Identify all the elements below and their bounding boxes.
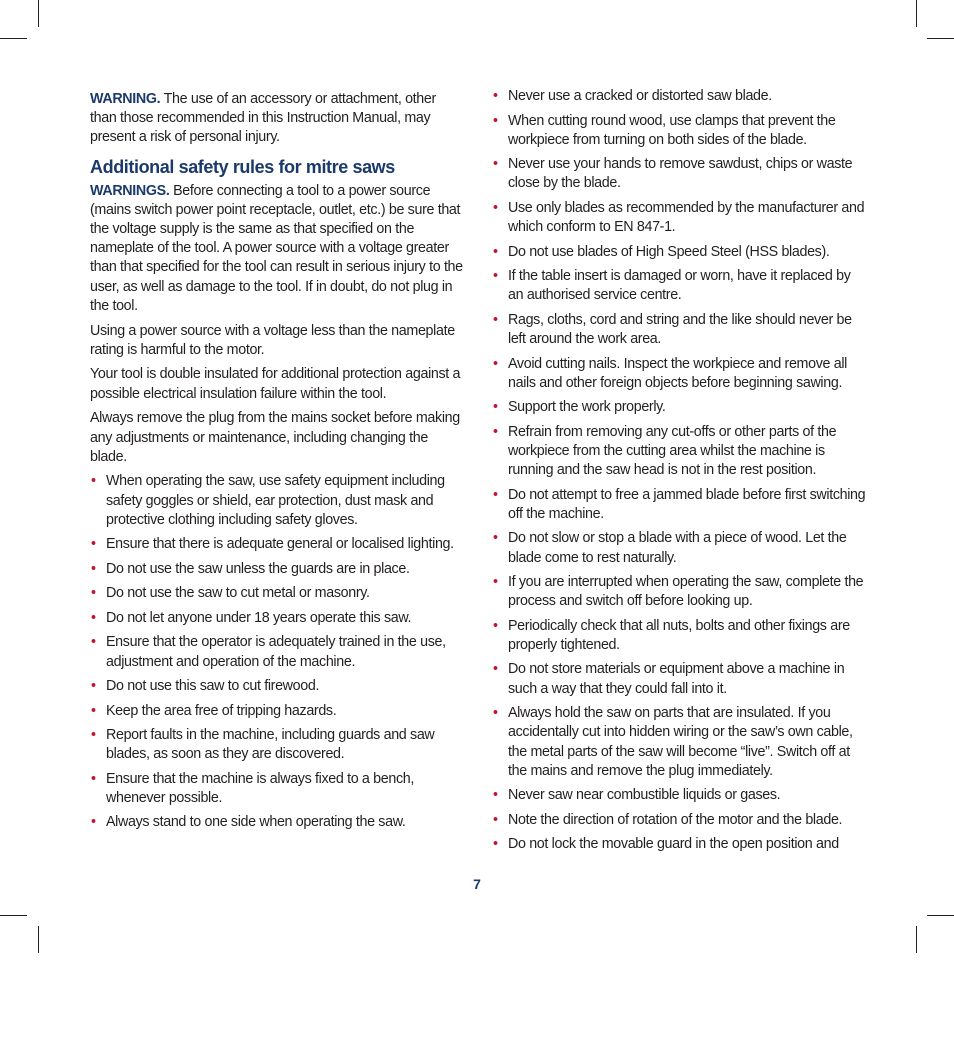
bullet-text: When cutting round wood, use clamps that prevent the workpiece from turning on both sides of the blade. [508,112,836,148]
bullet-text: Never use your hands to remove sawdust, chips or waste close by the blade. [508,156,853,192]
crop-mark [916,0,917,27]
bullet-item [492,835,866,854]
bullet-item [492,199,866,237]
crop-mark [916,926,917,953]
bullet-item [492,112,866,150]
crop-mark [38,0,39,27]
bullet-icon: • [91,536,96,553]
paragraph: Always remove the plug from the mains socket before making any adjustments or maintenance, including changing the blade. [90,410,460,465]
paragraph: Your tool is double insulated for additional protection against a possible electrical insulation failure within the tool. [90,366,461,402]
bullet-icon: • [493,787,498,804]
bullet-item [90,726,464,764]
right-column [492,87,866,860]
bullet-icon: • [91,678,96,695]
bullet-item [90,702,464,721]
bullet-text: Do not lock the movable guard in the open position and [508,836,839,853]
bullet-item [90,560,464,579]
bullet-item [90,770,464,808]
bullet-text: Do not use the saw to cut metal or masonry. [106,585,370,602]
bullet-icon: • [91,473,96,490]
bullet-item [492,660,866,698]
bullet-icon: • [91,585,96,602]
bullet-text: Ensure that the machine is always fixed to a bench, whenever possible. [106,770,414,806]
bullet-item [90,584,464,603]
bullet-text: Support the work properly. [508,399,666,416]
bullet-text: Never use a cracked or distorted saw blade. [508,88,772,104]
bullet-item [492,529,866,567]
crop-mark [927,38,954,39]
bullet-icon: • [493,530,498,547]
bullet-text: Do not use the saw unless the guards are in place. [106,560,410,577]
bullet-item [492,786,866,805]
warnings-text: Before connecting a tool to a power source (mains switch power point receptacle, outlet, etc.) be sure that the voltage supply is the same as that specified on the nameplate of the tool. A power source with a voltage greater than that specified for the tool can result in serious injury to the user, as well as damage to the tool. If in doubt, do not plug in the tool. [90,182,463,314]
bullet-text: Do not slow or stop a blade with a piece of wood. Let the blade come to rest naturally. [508,530,847,566]
bullet-text: Never saw near combustible liquids or gases. [508,787,781,804]
warnings-paragraph [90,182,464,316]
bullet-icon: • [493,311,498,328]
crop-mark [0,38,27,39]
left-column [90,90,464,838]
warning-label: WARNING. [90,91,161,107]
bullet-item [492,486,866,524]
warning-text: The use of an accessory or attachment, other than those recommended in this Instruction Manual, may present a risk of personal injury. [90,91,436,146]
bullet-icon: • [91,702,96,719]
bullet-icon: • [91,727,96,744]
bullet-item [90,633,464,671]
bullet-text: Do not attempt to free a jammed blade before first switching off the machine. [508,486,866,522]
bullet-item [492,617,866,655]
bullet-icon: • [91,609,96,626]
bullet-icon: • [493,617,498,634]
bullet-icon: • [91,634,96,651]
bullet-text: Always stand to one side when operating the saw. [106,814,406,831]
bullet-icon: • [493,268,498,285]
bullet-item [90,813,464,832]
bullet-text: Keep the area free of tripping hazards. [106,702,337,719]
bullet-text: Do not use blades of High Speed Steel (HSS blades). [508,243,830,260]
bullet-icon: • [493,355,498,372]
bullet-item [90,609,464,628]
crop-mark [927,915,954,916]
bullet-icon: • [493,661,498,678]
bullet-icon: • [493,423,498,440]
bullet-icon: • [91,560,96,577]
bullet-text: Rags, cloths, cord and string and the like should never be left around the work area. [508,311,852,348]
bullet-icon: • [493,243,498,260]
bullet-text: Periodically check that all nuts, bolts and other fixings are properly tightened. [508,617,850,653]
bullet-text: When operating the saw, use safety equipment including safety goggles or shield, ear protection, dust mask and protective clothing including safety gloves. [106,473,445,528]
right-bullet-list [492,87,866,854]
bullet-text: Report faults in the machine, including guards and saw blades, as soon as they are discovered. [106,727,435,763]
bullet-icon: • [493,199,498,216]
bullet-text: If the table insert is damaged or worn, have it replaced by an authorised service centre. [508,268,851,304]
bullet-text: Refrain from removing any cut-offs or other parts of the workpiece from the cutting area whilst the machine is running and the saw head is not in the rest position. [508,423,837,479]
bullet-item [492,398,866,417]
bullet-text: Note the direction of rotation of the motor and the blade. [508,811,843,828]
bullet-text: If you are interrupted when operating the saw, complete the process and switch off before looking up. [508,574,864,610]
bullet-item [492,87,866,106]
bullet-icon: • [91,814,96,831]
bullet-item [492,704,866,781]
bullet-item [90,677,464,696]
bullet-icon: • [493,574,498,591]
bullet-text: Avoid cutting nails. Inspect the workpiece and remove all nails and other foreign objects before beginning sawing. [508,355,847,391]
bullet-icon: • [493,836,498,853]
bullet-text: Do not use this saw to cut firewood. [106,678,320,695]
warnings-label: WARNINGS. [90,182,170,199]
bullet-icon: • [493,88,498,104]
bullet-item [492,243,866,262]
page-number: 7 [473,876,481,892]
bullet-icon: • [493,811,498,828]
bullet-item [492,573,866,611]
bullet-item [492,267,866,305]
bullet-text: Ensure that the operator is adequately trained in the use, adjustment and operation of the machine. [106,634,446,670]
bullet-item [492,423,866,481]
bullet-item [90,472,464,530]
bullet-text: Ensure that there is adequate general or localised lighting. [106,536,454,553]
bullet-icon: • [493,112,498,129]
bullet-icon: • [493,705,498,722]
section-heading: Additional safety rules for mitre saws [90,156,395,177]
bullet-text: Do not let anyone under 18 years operate this saw. [106,609,412,626]
bullet-item [492,155,866,193]
crop-mark [0,915,27,916]
bullet-item [492,311,866,349]
crop-mark [38,926,39,953]
warning-intro-paragraph [90,90,464,148]
bullet-icon: • [493,156,498,173]
bullet-item [492,811,866,830]
bullet-text: Use only blades as recommended by the manufacturer and which conform to EN 847-1. [508,199,865,236]
bullet-icon: • [91,770,96,787]
bullet-item [90,535,464,554]
bullet-icon: • [493,399,498,416]
bullet-item [492,355,866,393]
paragraph: Using a power source with a voltage less than the nameplate rating is harmful to the motor. [90,322,455,358]
left-bullet-list [90,472,464,832]
bullet-text: Do not store materials or equipment above a machine in such a way that they could fall into it. [508,661,845,697]
bullet-icon: • [493,486,498,503]
bullet-text: Always hold the saw on parts that are insulated. If you accidentally cut into hidden wiring or the saw’s own cable, the metal parts of the saw will become “live”. Switch off at the mains and remove the plug immediately. [508,705,853,779]
